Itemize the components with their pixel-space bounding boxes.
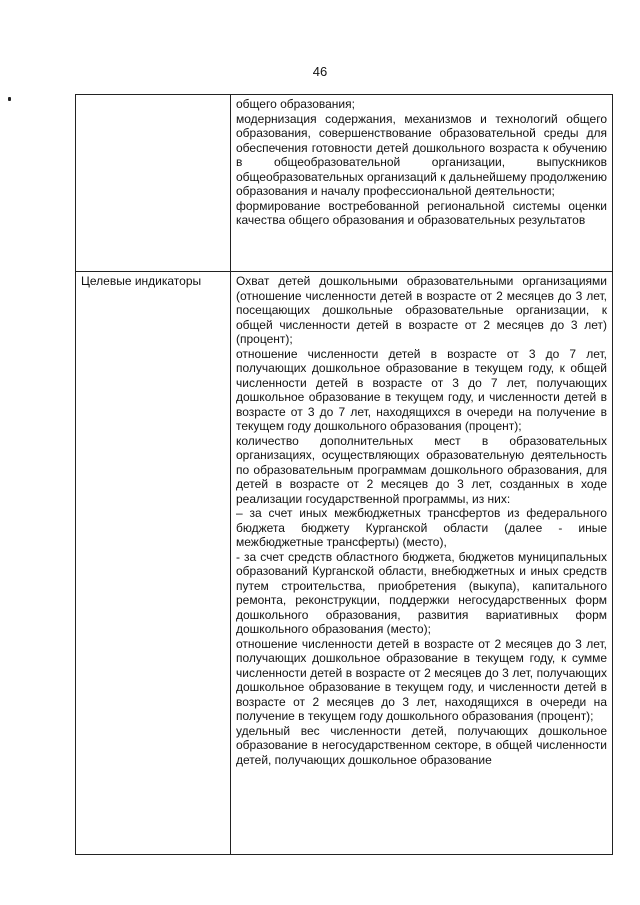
content-paragraph: отношение численности детей в возрасте от 2 месяцев до 3 лет, получающих дошкольное образование в текущем году, к сумме численности детей в возрасте от 2 месяцев до 3 лет, получающих дошкольное образование в текущем году, и численности детей в возрасте от 2 месяцев до 3 лет, находящихся в очереди на получение в текущем году дошкольного образования (процент); bbox=[236, 636, 607, 723]
content-paragraph: количество дополнительных мест в образовательных организациях, осуществляющих образовательную деятельность по образовательным программам дошкольного образования, для детей в возрасте от 2 месяцев до 3 лет, созданных в ходе реализации государственной программы, из них: bbox=[236, 433, 607, 506]
content-paragraph: формирование востребованной региональной системы оценки качества общего образования и образовательных результатов bbox=[236, 198, 607, 227]
row-label-cell: Целевые индикаторы bbox=[76, 272, 231, 855]
row-content-cell bbox=[231, 272, 613, 855]
content-paragraph: Охват детей дошкольными образовательными организациями (отношение численности детей в возрасте от 2 месяцев до 3 лет, посещающих дошкольные образовательные организации, к общей численности детей в возрасте от 2 месяцев до 3 лет) (процент); bbox=[236, 274, 607, 346]
margin-mark bbox=[8, 97, 11, 101]
row-content-cell bbox=[231, 95, 613, 272]
table-row bbox=[76, 272, 613, 855]
content-paragraph: модернизация содержания, механизмов и технологий общего образования, совершенствование образовательной среды для обеспечения готовности детей дошкольного возраста к обучению в общеобразовательной организации, выпускников общеобразовательных организаций к дальнейшему продолжению образования и началу профессиональной деятельности; bbox=[236, 111, 607, 198]
page-number: 46 bbox=[312, 64, 328, 79]
content-paragraph: – за счет иных межбюджетных трансфертов из федерального бюджета бюджету Курганской области (далее - иные межбюджетные трансферты) (место), bbox=[236, 506, 607, 549]
content-paragraph: удельный вес численности детей, получающих дошкольное образование в негосударственном секторе, в общей численности детей, получающих дошкольное образование bbox=[236, 723, 607, 767]
content-paragraph: общего образования; bbox=[236, 97, 355, 111]
content-paragraph: отношение численности детей в возрасте от 3 до 7 лет, получающих дошкольное образование в текущем году, к общей численности детей в возрасте от 3 до 7 лет, получающих дошкольное образование в текущем году, и численности детей в возрасте от 3 до 7 лет, находящихся в очереди на получение в текущем году дошкольного образования (процент); bbox=[236, 346, 607, 433]
table-row bbox=[76, 95, 613, 272]
row-label-cell bbox=[76, 95, 231, 272]
content-paragraph: - за счет средств областного бюджета, бюджетов муниципальных образований Курганской области, внебюджетных и иных средств путем строительства, приобретения (выкупа), капитального ремонта, реконструкции, поддержки негосударственных форм дошкольного образования, развития вариативных форм дошкольного образования (место); bbox=[236, 549, 607, 636]
program-passport-table bbox=[75, 94, 613, 855]
